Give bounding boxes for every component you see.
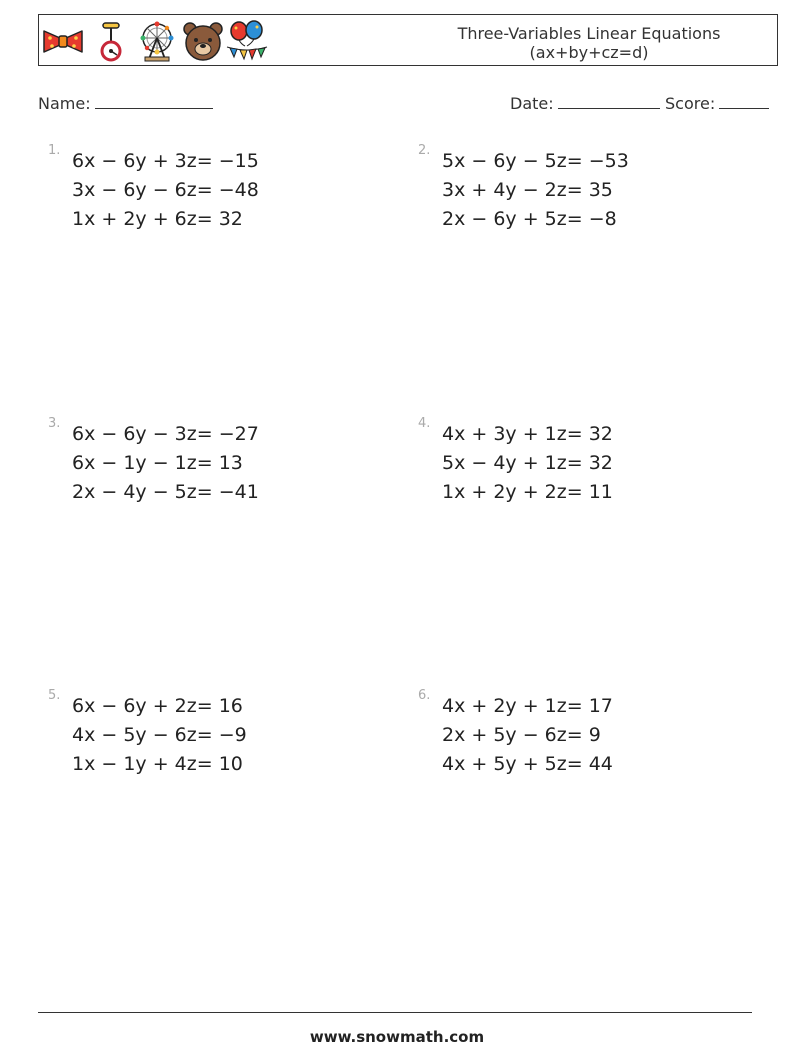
worksheet-subtitle: (ax+by+cz=d) bbox=[529, 43, 649, 62]
equation-row bbox=[72, 176, 259, 205]
equation-row bbox=[442, 721, 613, 750]
equation-rhs: = −8 bbox=[566, 208, 617, 230]
equation-row bbox=[72, 478, 259, 507]
footer-website[interactable]: www.snowmath.com bbox=[309, 1028, 485, 1046]
equation-rhs: = 35 bbox=[566, 179, 613, 201]
bow-tie-icon bbox=[41, 19, 85, 63]
equation-lhs: 2x − 6y + 5z bbox=[442, 208, 567, 230]
equation-rhs: = 32 bbox=[566, 423, 613, 445]
equation-lhs: 3x − 6y − 6z bbox=[72, 179, 197, 201]
score-blank[interactable] bbox=[719, 92, 769, 109]
equation-rhs: = 32 bbox=[196, 208, 243, 230]
bear-icon bbox=[181, 19, 225, 63]
equation-row bbox=[442, 147, 629, 176]
ferris-wheel-icon bbox=[135, 19, 179, 63]
equation-lhs: 6x − 1y − 1z bbox=[72, 452, 197, 474]
equation-rhs: = 16 bbox=[196, 695, 243, 717]
balloons-bunting-icon bbox=[225, 19, 269, 63]
equation-system bbox=[442, 420, 613, 507]
equation-rhs: = 32 bbox=[566, 452, 613, 474]
equation-row bbox=[442, 205, 629, 234]
equation-rhs: = −53 bbox=[566, 150, 629, 172]
equation-lhs: 5x − 6y − 5z bbox=[442, 150, 567, 172]
problem-number: 3. bbox=[48, 416, 61, 431]
equation-rhs: = −48 bbox=[196, 179, 259, 201]
equation-row bbox=[442, 176, 629, 205]
equation-lhs: 4x + 5y + 5z bbox=[442, 753, 567, 775]
score-field[interactable] bbox=[665, 92, 769, 113]
equation-row bbox=[72, 205, 259, 234]
problem-number: 6. bbox=[418, 688, 431, 703]
name-label: Name: bbox=[38, 94, 91, 113]
equation-row bbox=[72, 721, 247, 750]
equation-row bbox=[72, 420, 259, 449]
date-field[interactable] bbox=[510, 92, 660, 113]
name-blank[interactable] bbox=[95, 92, 213, 109]
equation-lhs: 4x + 3y + 1z bbox=[442, 423, 567, 445]
equation-system bbox=[442, 147, 629, 234]
equation-row bbox=[442, 750, 613, 779]
equation-row bbox=[442, 478, 613, 507]
equation-system bbox=[72, 147, 259, 234]
date-blank[interactable] bbox=[558, 92, 660, 109]
equation-system bbox=[72, 692, 247, 779]
equation-row bbox=[72, 692, 247, 721]
problem-number: 2. bbox=[418, 143, 431, 158]
equation-row bbox=[72, 750, 247, 779]
equation-lhs: 2x + 5y − 6z bbox=[442, 724, 567, 746]
equation-lhs: 1x + 2y + 2z bbox=[442, 481, 567, 503]
equation-lhs: 4x + 2y + 1z bbox=[442, 695, 567, 717]
equation-row bbox=[72, 449, 259, 478]
title-block bbox=[389, 24, 789, 62]
equation-rhs: = 10 bbox=[196, 753, 243, 775]
equation-rhs: = 17 bbox=[566, 695, 613, 717]
equation-lhs: 6x − 6y + 2z bbox=[72, 695, 197, 717]
problem-number: 1. bbox=[48, 143, 61, 158]
equation-lhs: 4x − 5y − 6z bbox=[72, 724, 197, 746]
equation-system bbox=[442, 692, 613, 779]
name-field[interactable] bbox=[38, 92, 213, 113]
problem-number: 5. bbox=[48, 688, 61, 703]
equation-lhs: 6x − 6y − 3z bbox=[72, 423, 197, 445]
equation-row bbox=[72, 147, 259, 176]
equation-rhs: = 13 bbox=[196, 452, 243, 474]
equation-system bbox=[72, 420, 259, 507]
equation-lhs: 2x − 4y − 5z bbox=[72, 481, 197, 503]
equation-lhs: 1x + 2y + 6z bbox=[72, 208, 197, 230]
date-label: Date: bbox=[510, 94, 554, 113]
score-label: Score: bbox=[665, 94, 716, 113]
worksheet-header bbox=[38, 14, 778, 66]
equation-rhs: = 11 bbox=[566, 481, 613, 503]
problem-number: 4. bbox=[418, 416, 431, 431]
equation-rhs: = −27 bbox=[196, 423, 259, 445]
equation-row bbox=[442, 449, 613, 478]
student-fields bbox=[38, 92, 770, 116]
equation-lhs: 3x + 4y − 2z bbox=[442, 179, 567, 201]
equation-rhs: = −15 bbox=[196, 150, 259, 172]
unicycle-icon bbox=[89, 19, 133, 63]
equation-row bbox=[442, 420, 613, 449]
equation-rhs: = 44 bbox=[566, 753, 613, 775]
equation-row bbox=[442, 692, 613, 721]
equation-rhs: = −9 bbox=[196, 724, 247, 746]
worksheet-title: Three-Variables Linear Equations bbox=[457, 24, 721, 43]
equation-rhs: = −41 bbox=[196, 481, 259, 503]
equation-lhs: 1x − 1y + 4z bbox=[72, 753, 197, 775]
footer-divider bbox=[38, 1012, 752, 1013]
equation-rhs: = 9 bbox=[566, 724, 601, 746]
equation-lhs: 6x − 6y + 3z bbox=[72, 150, 197, 172]
equation-lhs: 5x − 4y + 1z bbox=[442, 452, 567, 474]
